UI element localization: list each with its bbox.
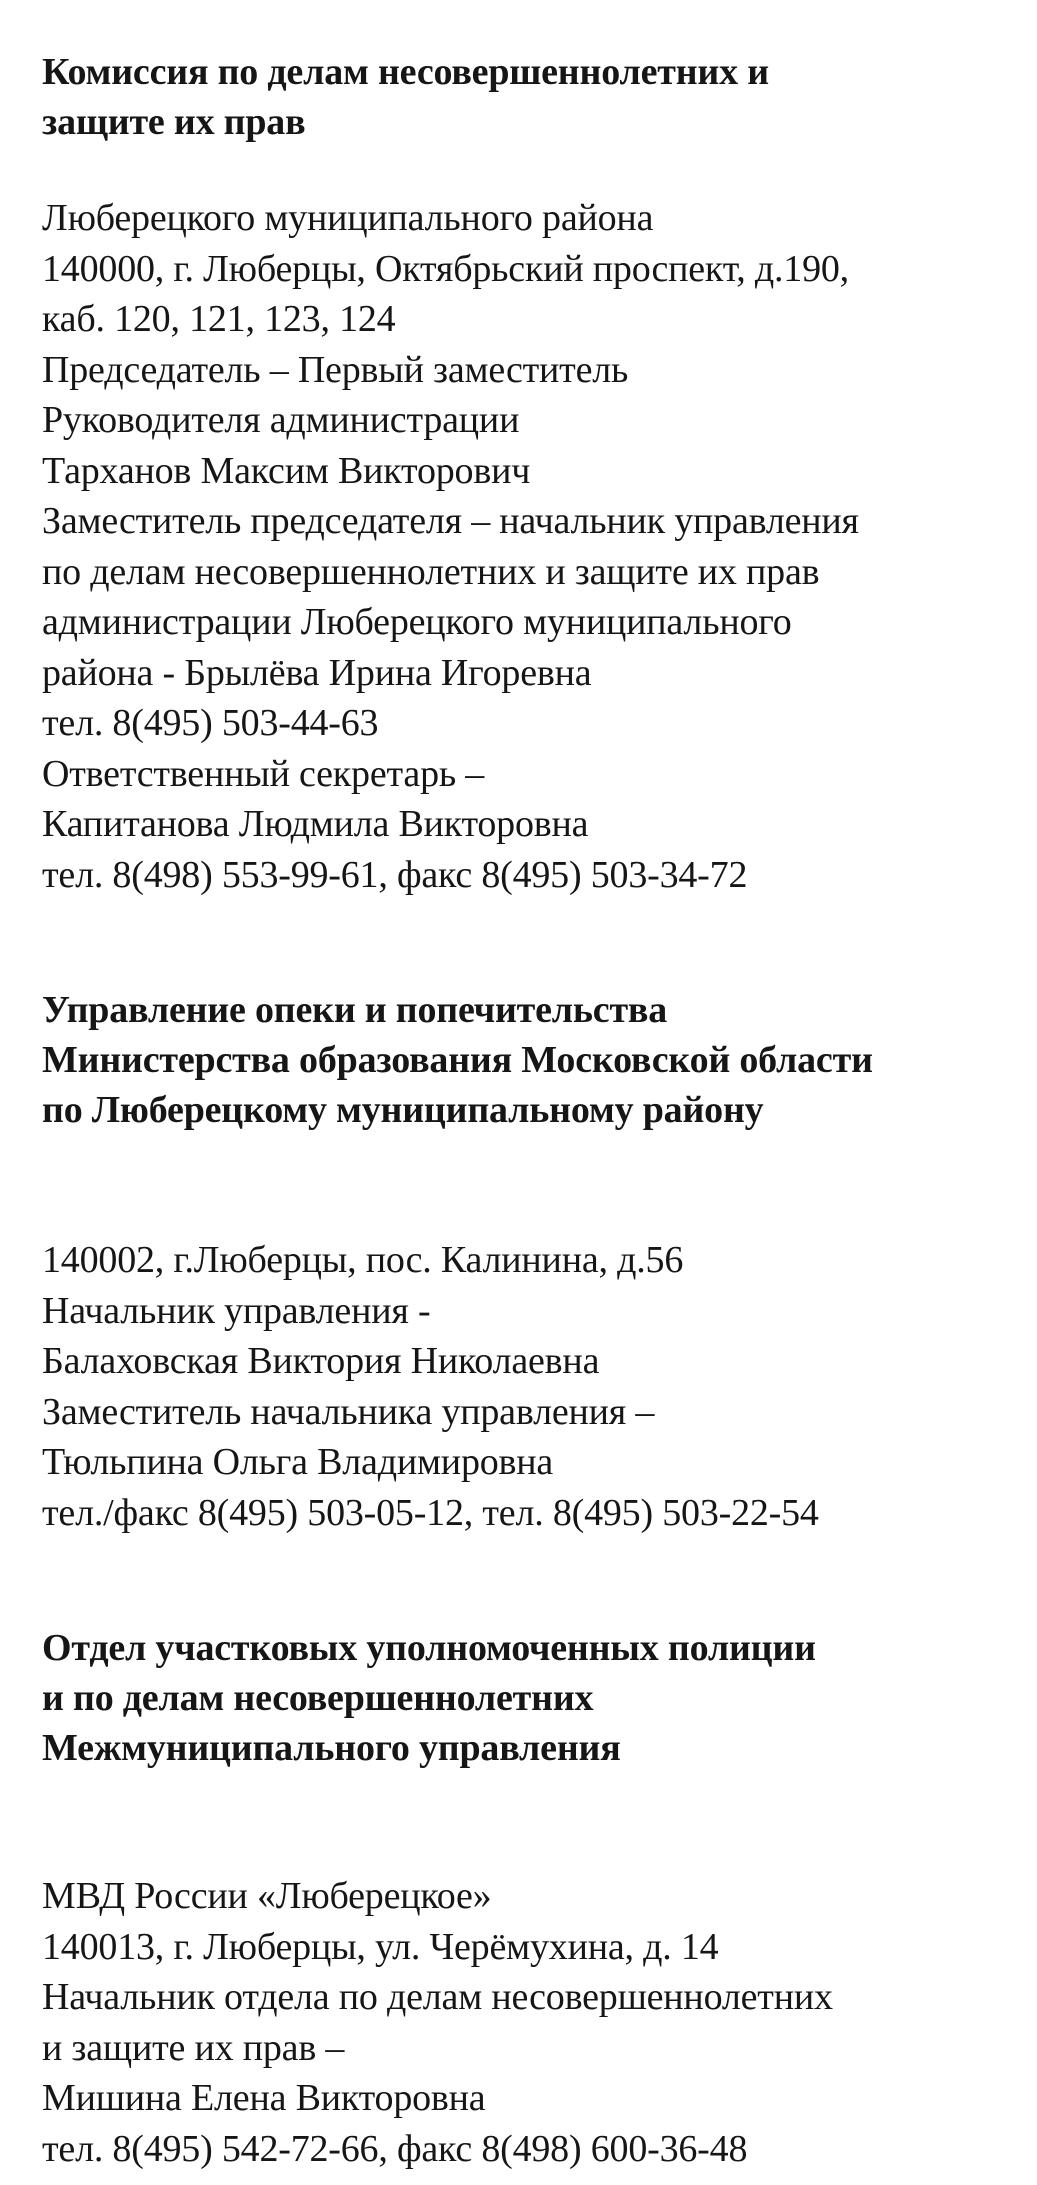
body-line: администрации Люберецкого муниципального — [42, 601, 792, 643]
body-line: Руководителя администрации — [42, 399, 520, 441]
phone-line: тел. 8(498) 553-99-61, факс 8(495) 503-34-72 — [42, 853, 748, 896]
section-guardianship — [42, 985, 1022, 1538]
heading-line: Отдел участковых уполномоченных полиции — [42, 1627, 816, 1669]
heading-line: Управление опеки и попечительства — [42, 989, 668, 1031]
section-body — [42, 1871, 1022, 2174]
phone-line: тел. 8(495) 503-44-63 — [42, 702, 379, 744]
body-line: Люберецкого муниципального района — [42, 197, 654, 239]
heading-line: Комиссия по делам несовершеннолетних и — [42, 51, 769, 93]
address-line: 140002, г.Люберцы, пос. Калинина, д.56 — [42, 1239, 684, 1281]
section-heading — [42, 47, 1022, 147]
phone-line: тел. 8(495) 542-72-66, факс 8(498) 600-36-48 — [42, 2127, 748, 2170]
section-heading — [42, 1623, 1022, 1773]
body-line: Заместитель начальника управления – — [42, 1390, 655, 1433]
section-police — [42, 1623, 1022, 2174]
person-name: Балаховская Виктория Николаевна — [42, 1340, 600, 1382]
person-name: Мишина Елена Викторовна — [42, 2077, 486, 2119]
person-name: Тарханов Максим Викторович — [42, 449, 531, 492]
body-line: по делам несовершеннолетних и защите их прав — [42, 550, 820, 593]
body-line: Ответственный секретарь – — [42, 752, 485, 795]
address-line: 140013, г. Люберцы, ул. Черёмухина, д. 14 — [42, 1925, 719, 1968]
person-name: района - Брылёва Ирина Игоревна — [42, 651, 592, 694]
body-line: Заместитель председателя – начальник управления — [42, 500, 859, 542]
address-line: 140000, г. Люберцы, Октябрьский проспект, д.190, — [42, 247, 849, 290]
person-name: Капитанова Людмила Викторовна — [42, 803, 589, 845]
heading-line: Межмуниципального управления — [42, 1727, 621, 1769]
person-name: Тюльпина Ольга Владимировна — [42, 1441, 554, 1483]
section-body — [42, 1235, 1022, 1538]
heading-line: Министерства образования Московской области — [42, 1039, 873, 1081]
heading-line: и по делам несовершеннолетних — [42, 1677, 594, 1719]
body-line: МВД России «Люберецкое» — [42, 1875, 492, 1917]
body-line: и защите их прав – — [42, 2026, 345, 2069]
section-commission — [42, 47, 1022, 900]
body-line: Председатель – Первый заместитель — [42, 348, 629, 391]
heading-line: по Люберецкому муниципальному району — [42, 1089, 764, 1131]
room-line: каб. 120, 121, 123, 124 — [42, 298, 396, 340]
heading-line: защите их прав — [42, 101, 306, 143]
section-body — [42, 193, 1022, 900]
phone-line: тел./факс 8(495) 503-05-12, тел. 8(495) 503-22-54 — [42, 1491, 819, 1534]
body-line: Начальник отдела по делам несовершеннолетних — [42, 1976, 833, 2018]
body-line: Начальник управления - — [42, 1289, 431, 1332]
section-heading — [42, 985, 1022, 1135]
